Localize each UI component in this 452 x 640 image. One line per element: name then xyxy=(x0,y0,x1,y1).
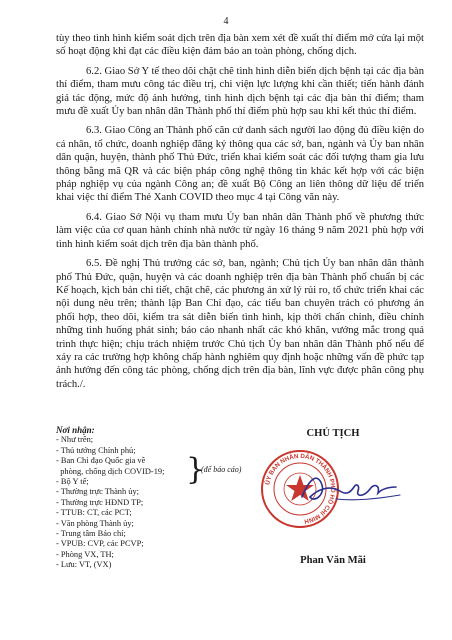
signer-title: CHỦ TỊCH xyxy=(306,428,360,439)
svg-text:ỦY BAN NHÂN DÂN THÀNH PHỐ HỒ C: ỦY BAN NHÂN DÂN THÀNH PHỐ HỒ CHÍ MINH xyxy=(264,452,337,525)
recipient-item: phòng, chống dịch COVID-19; xyxy=(56,466,165,476)
recipient-item: - Phòng VX, TH; xyxy=(56,549,114,559)
recipient-item: - Lưu: VT, (VX) xyxy=(56,560,112,570)
page-number: 4 xyxy=(223,16,229,27)
recipient-item: - Bộ Y tế; xyxy=(56,477,89,487)
recipient-item: - Ban Chỉ đạo Quốc gia về xyxy=(56,456,146,466)
paragraph-6-5: 6.5. Đề nghị Thủ trưởng các sở, ban, ngành; Chủ tịch Ủy ban nhân dân thành phố Thủ Đức, quận, huyện và các doanh nghiệp trên địa bàn Thành phố chuẩn bị các Kế hoạch, kịch bản chi tiết, chặt chẽ, các phương án xử lý rủi ro, tổ chức triển khai các nội dung nêu trên; thành lập Ban Chỉ đạo, các tiểu ban chuyên trách có phương án phối hợp, theo dõi, kiểm tra sát diễn biến tình hình, kịp thời chấn chỉnh, điều chỉnh những tình huống phát sinh; báo cáo nhanh nhất các khó khăn, vướng mắc trong quá trình thực hiện; chịu trách nhiệm trước Chủ tịch Ủy ban nhân dân Thành phố nếu để xảy ra các trường hợp không chấp hành nghiêm quy định hoặc những vấn đề phức tạp ảnh hưởng đến công tác phòng, chống dịch trên địa bàn, lĩnh vực được phân công phụ trách./. xyxy=(56,258,424,390)
signer-name: Phan Văn Mãi xyxy=(300,555,366,566)
recipient-item: - TTUB: CT, các PCT; xyxy=(56,508,132,518)
handwritten-signature-icon xyxy=(296,463,406,513)
recipient-item: - Thường trực HĐND TP; xyxy=(56,497,144,507)
recipient-item: - Thủ tướng Chính phủ; xyxy=(56,445,136,455)
recipients-title: Nơi nhận: xyxy=(56,425,95,435)
recipient-item: - Văn phòng Thành ủy; xyxy=(56,518,134,528)
paragraph-6-2: 6.2. Giao Sở Y tế theo dõi chặt chẽ tình hình diễn biến dịch bệnh tại các địa bàn thí điểm, tham mưu công tác điều trị, chi viện lực lượng khi cần thiết; tiến hành đánh giá tác động, mức độ ảnh hưởng, tình hình dịch bệnh tại các địa bàn thí điểm; tham mưu đề xuất Ủy ban nhân dân Thành phố thí điểm phù hợp sau khi kết thúc thí điểm. xyxy=(56,65,424,118)
recipient-item: - Thường trực Thành ủy; xyxy=(56,487,139,497)
recipient-item: - VPUB: CVP, các PCVP; xyxy=(56,539,144,549)
paragraph-6-4: 6.4. Giao Sở Nội vụ tham mưu Ủy ban nhân dân Thành phố về phương thức làm việc của cơ quan hành chính nhà nước từ ngày 16 tháng 9 năm 2021 phù hợp với tình hình kiểm soát dịch trên địa bàn thành phố. xyxy=(56,211,424,250)
brace-note: (để báo cáo) xyxy=(201,465,242,475)
recipient-item: - Như trên; xyxy=(56,435,94,445)
paragraph-6-3: 6.3. Giao Công an Thành phố căn cứ danh sách người lao động đủ điều kiện do cá nhân, tổ chức, doanh nghiệp đăng ký thông qua các sở, ban, ngành và Ủy ban nhân dân quận, huyện, thành phố Thủ Đức, triển khai kiểm soát các đối tượng tham gia lưu thông bằng mã QR và các biện pháp công nghệ thông tin khác kết hợp với các biện pháp nghiệp vụ của ngành Công an; đề xuất Bộ Công an liên thông dữ liệu để triển khai việc thí điểm Thẻ Xanh COVID theo mục 4 tại Công văn này. xyxy=(56,125,424,204)
brace-symbol: } xyxy=(186,452,206,488)
document-body xyxy=(56,32,424,391)
recipient-item: - Trung tâm Báo chí; xyxy=(56,529,126,539)
signature-block xyxy=(248,425,418,625)
paragraph-continuation: tùy theo tình hình kiểm soát dịch trên địa bàn xem xét đề xuất thí điểm mở cửa lại một số hoạt động khi đạt các điều kiện đảm bảo an toàn phòng, chống dịch. xyxy=(56,33,424,58)
recipients-list xyxy=(56,425,256,571)
